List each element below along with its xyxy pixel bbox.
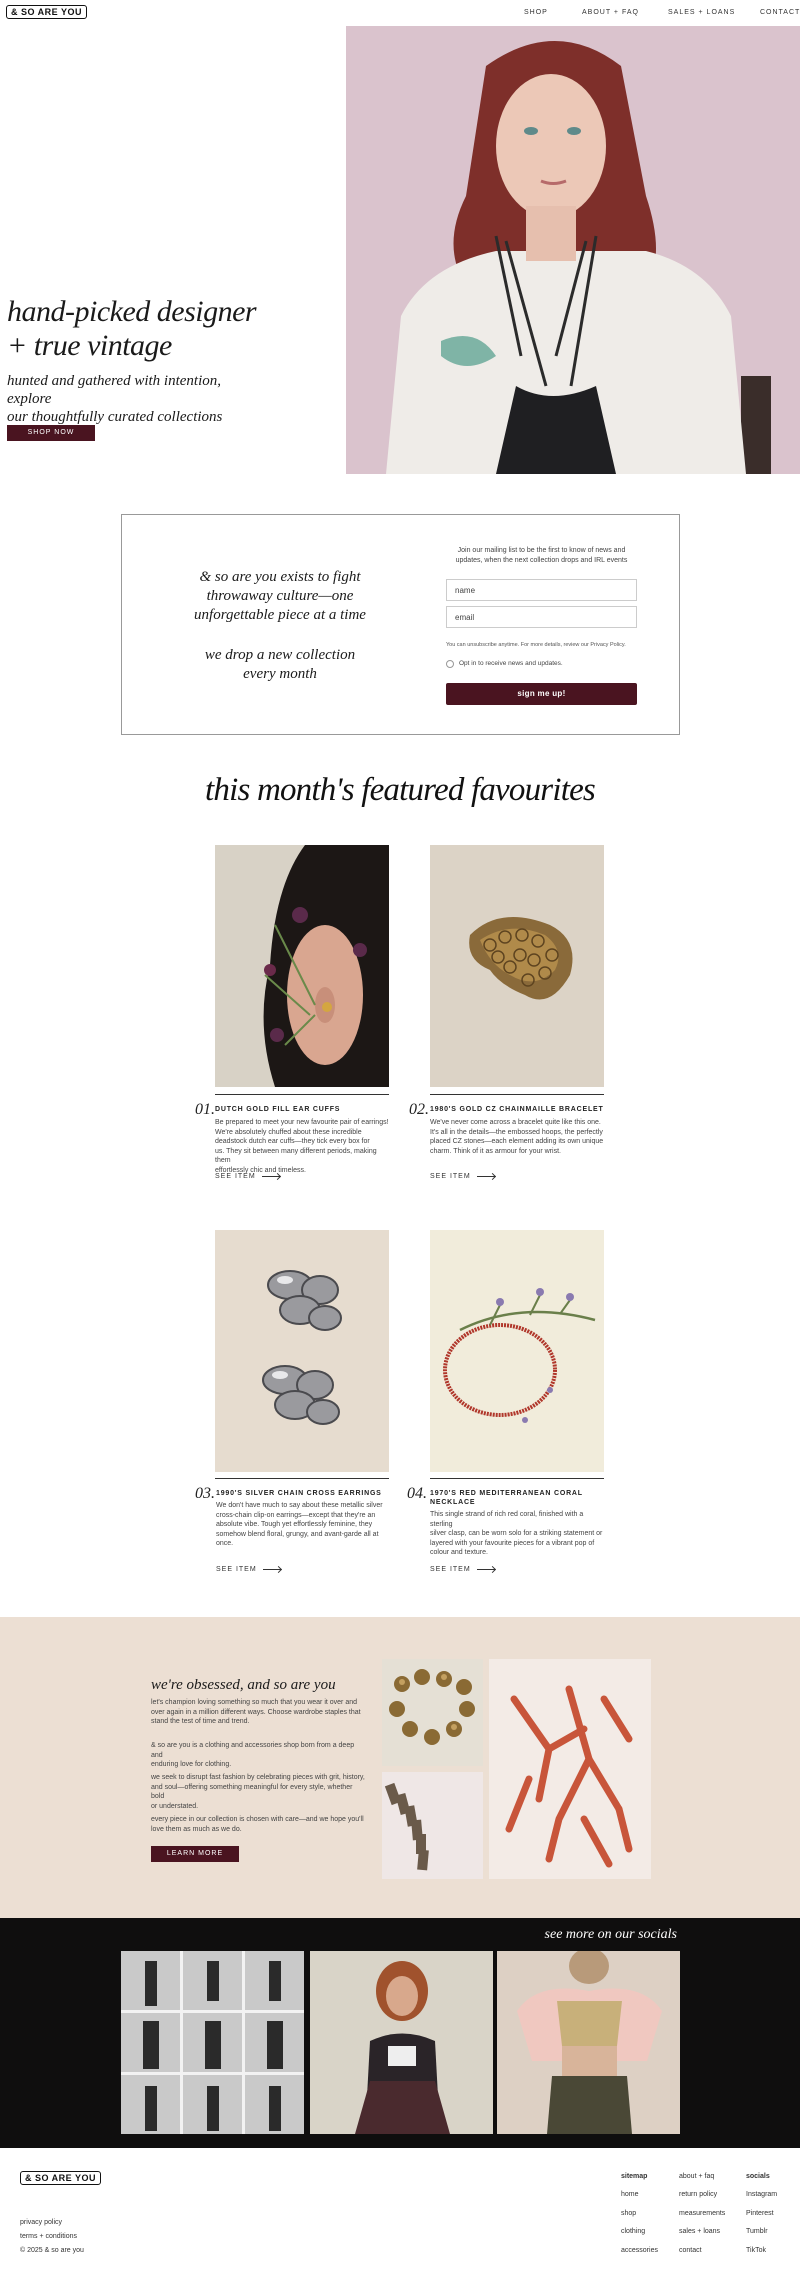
- arrow-right-icon: [477, 1176, 495, 1177]
- nav-shop[interactable]: SHOP: [524, 9, 548, 16]
- arrow-right-icon: [477, 1569, 495, 1570]
- chainmaille-bracelet-image[interactable]: [430, 845, 604, 1087]
- footer-link-accessories[interactable]: accessories: [621, 2247, 658, 2254]
- item-number: 02.: [409, 1101, 429, 1118]
- about-paragraph: every piece in our collection is chosen with care—and we hope you'll love them as much as we do.: [151, 1816, 364, 1833]
- socials-title: see more on our socials: [544, 1927, 677, 1942]
- ear-cuffs-image[interactable]: [215, 845, 389, 1087]
- arrow-right-icon: [263, 1569, 281, 1570]
- item-name[interactable]: 1980'S GOLD CZ CHAINMAILLE BRACELET: [430, 1106, 604, 1113]
- about-paragraph: let's champion loving something so much that you wear it over and over again in a million different ways. Choose wardrobe staples that stand the test of time and trend.: [151, 1699, 361, 1725]
- hero-model-photo: [346, 26, 800, 474]
- terms-link[interactable]: terms + conditions: [20, 2233, 77, 2240]
- item-description: Be prepared to meet your new favourite pair of earrings! We're absolutely chuffed about these incredible deadstock dutch ear cuffs—they tick every box for us. They sit between many different periods, making them effortlessly chic and timeless.: [215, 1119, 389, 1174]
- see-item-link[interactable]: SEE ITEM: [430, 1173, 495, 1180]
- shop-now-button[interactable]: SHOP NOW: [7, 425, 95, 441]
- footer-link-shop[interactable]: shop: [621, 2210, 637, 2217]
- social-grid-image[interactable]: [121, 1951, 304, 2134]
- footer-link-instagram[interactable]: Instagram: [746, 2191, 778, 2198]
- name-field[interactable]: name: [446, 579, 637, 601]
- see-item-link[interactable]: SEE ITEM: [430, 1566, 495, 1573]
- sign-me-up-button[interactable]: sign me up!: [446, 683, 637, 705]
- nav-about-faq[interactable]: ABOUT + FAQ: [582, 9, 639, 16]
- social-model-image-1[interactable]: [310, 1951, 493, 2134]
- footer-link-tumblr[interactable]: Tumblr: [746, 2228, 768, 2235]
- footer-heading-sitemap: sitemap: [621, 2173, 648, 2180]
- item-name[interactable]: 1990'S SILVER CHAIN CROSS EARRINGS: [216, 1490, 382, 1497]
- nav-contact[interactable]: CONTACT: [760, 9, 800, 16]
- item-description: We don't have much to say about these metallic silver cross-chain clip-on earrings—except that they're an absolute vibe. Tough yet effortlessly feminine, they somehow blend floral, grungy, and avant-garde all at once.: [216, 1502, 383, 1547]
- footer-link-about-faq[interactable]: about + faq: [679, 2173, 715, 2180]
- footer-link-sales-loans[interactable]: sales + loans: [679, 2228, 721, 2235]
- privacy-policy-link[interactable]: privacy policy: [20, 2219, 63, 2226]
- footer-link-tiktok[interactable]: TikTok: [746, 2247, 766, 2254]
- featured-title: this month's featured favourites: [205, 772, 595, 808]
- footer-link-contact[interactable]: contact: [679, 2247, 702, 2254]
- footer-link-home[interactable]: home: [621, 2191, 639, 2198]
- coral-necklace-image[interactable]: [430, 1230, 604, 1472]
- item-name[interactable]: 1970'S RED MEDITERRANEAN CORAL NECKLACE: [430, 1490, 583, 1506]
- card-divider: [215, 1094, 389, 1095]
- site-logo[interactable]: & SO ARE YOU: [6, 5, 87, 19]
- hero-subtitle: hunted and gathered with intention, explore our thoughtfully curated collections: [7, 373, 223, 425]
- item-description: We've never come across a bracelet quite like this one. It's all in the details—the embossed hoops, the perfectly placed CZ stones—each element adding its own unique charm. Think of it as armour for your wrist.: [430, 1119, 604, 1155]
- footer-heading-socials: socials: [746, 2173, 770, 2180]
- item-number: 03.: [195, 1485, 215, 1502]
- footer-link-pinterest[interactable]: Pinterest: [746, 2210, 774, 2217]
- copyright: © 2025 & so are you: [20, 2247, 84, 2254]
- about-paragraph: we seek to disrupt fast fashion by celebrating pieces with grit, history, and soul—offering something meaningful for every style, whether bold or understated.: [151, 1774, 365, 1810]
- mission-quote: & so are you exists to fight throwaway culture—one unforgettable piece at a time: [194, 569, 366, 623]
- coral-branches-image: [489, 1659, 651, 1879]
- optin-label: Opt in to receive news and updates.: [459, 660, 563, 667]
- item-description: This single strand of rich red coral, finished with a sterling silver clasp, can be worn solo for a striking statement or layered with your favourite pieces for a vibrant pop of colour and texture.: [430, 1511, 603, 1556]
- arrow-right-icon: [262, 1176, 280, 1177]
- nav-sales-loans[interactable]: SALES + LOANS: [668, 9, 736, 16]
- optin-checkbox[interactable]: [446, 660, 454, 668]
- unsubscribe-disclaimer: You can unsubscribe anytime. For more details, review our Privacy Policy.: [446, 642, 626, 648]
- email-field[interactable]: email: [446, 606, 637, 628]
- footer-logo[interactable]: & SO ARE YOU: [20, 2171, 101, 2185]
- hero-title: hand-picked designer + true vintage: [7, 295, 257, 362]
- footer-link-return-policy[interactable]: return policy: [679, 2191, 718, 2198]
- bar-bracelet-image: [382, 1772, 483, 1879]
- item-name[interactable]: DUTCH GOLD FILL EAR CUFFS: [215, 1106, 341, 1113]
- silver-earrings-image[interactable]: [215, 1230, 389, 1472]
- item-number: 01.: [195, 1101, 215, 1118]
- monthly-drop-quote: we drop a new collection every month: [204, 647, 356, 682]
- learn-more-button[interactable]: LEARN MORE: [151, 1846, 239, 1862]
- see-item-link[interactable]: SEE ITEM: [216, 1566, 281, 1573]
- about-title: we're obsessed, and so are you: [151, 1677, 336, 1693]
- card-divider: [430, 1094, 604, 1095]
- newsletter-intro: Join our mailing list to be the first to know of news and updates, when the next collection drops and IRL events: [455, 547, 628, 564]
- see-item-link[interactable]: SEE ITEM: [215, 1173, 280, 1180]
- item-number: 04.: [407, 1485, 427, 1502]
- social-model-image-2[interactable]: [497, 1951, 680, 2134]
- about-paragraph: & so are you is a clothing and accessories shop born from a deep and enduring love for clothing.: [151, 1742, 355, 1768]
- card-divider: [430, 1478, 604, 1479]
- footer-link-clothing[interactable]: clothing: [621, 2228, 646, 2235]
- card-divider: [215, 1478, 389, 1479]
- charm-bracelet-image: [382, 1659, 483, 1766]
- footer-link-measurements[interactable]: measurements: [679, 2210, 726, 2217]
